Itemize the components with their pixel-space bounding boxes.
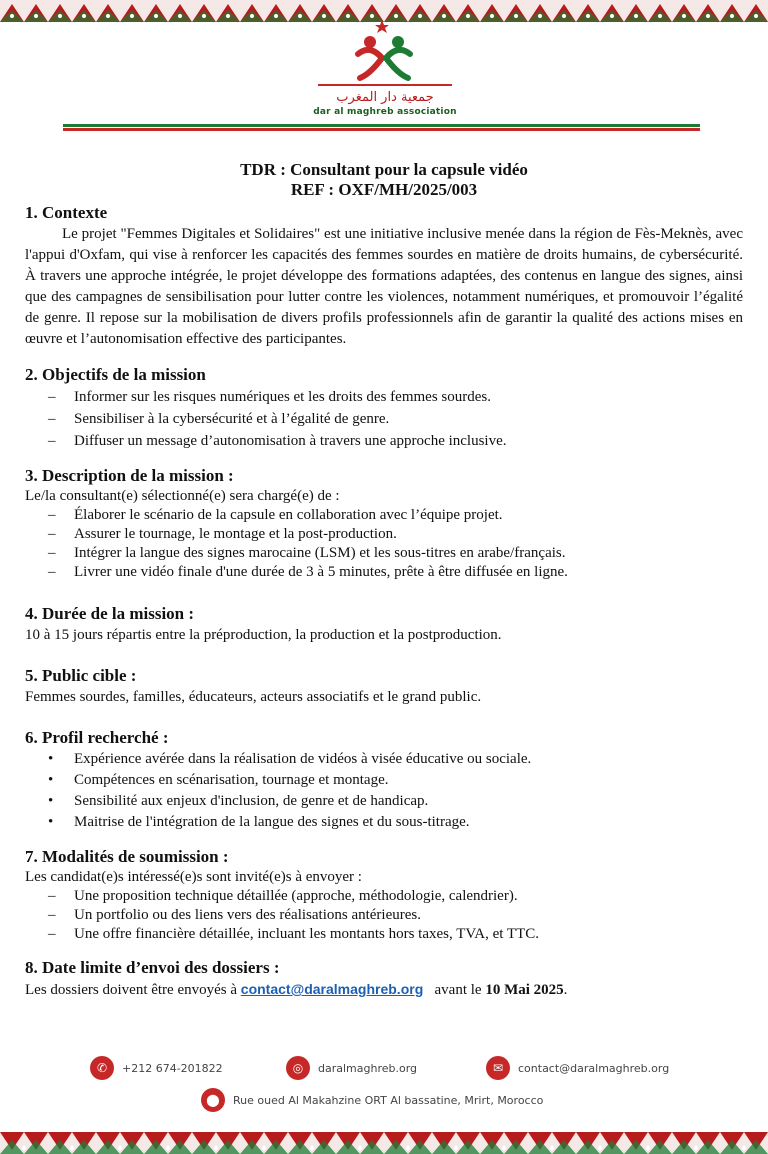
list-item: – Élaborer le scénario de la capsule en collaboration avec l’équipe projet. [48,507,503,523]
mail-icon: ✉ [486,1056,510,1080]
footer-email-text: contact@daralmaghreb.org [518,1061,670,1075]
duree-text: 10 à 15 jours répartis entre la préproduction, la production et la postproduction. [25,627,502,643]
list-item: • Sensibilité aux enjeux d'inclusion, de genre et de handicap. [48,793,429,809]
logo-english-text: dar al maghreb association [313,107,457,117]
list-item: • Compétences en scénarisation, tournage et montage. [48,772,389,788]
contact-email-link[interactable]: contact@daralmaghreb.org [240,981,424,997]
header-rule-red [63,128,700,131]
logo-figures-icon [310,18,460,90]
location-icon: ⬤ [201,1088,225,1112]
section-heading-contexte: 1. Contexte [25,203,108,222]
modalites-intro: Les candidat(e)s intéressé(e)s sont invité(e)s à envoyer : [25,869,362,885]
date-limite-text: Les dossiers doivent être envoyés à contact@daralmaghreb.org avant le 10 Mai 2025. [25,981,568,998]
header-rule-green [63,124,700,127]
list-item: • Expérience avérée dans la réalisation de vidéos à visée éducative ou sociale. [48,751,532,767]
description-list [25,506,743,582]
document-body [25,160,743,1001]
phone-number: +212 674-201822 [122,1061,223,1075]
modalites-list [25,887,743,944]
bottom-decorative-band [0,1132,768,1154]
deadline-date: 10 Mai 2025 [485,982,564,998]
list-item: – Intégrer la langue des signes marocaine (LSM) et les sous-titres en arabe/français. [48,545,566,561]
contexte-text: Le projet "Femmes Digitales et Solidaires" est une initiative inclusive menée dans la région de Fès-Meknès, avec l'appui d'Oxfam, qui vise à renforcer les capacités des femmes sourdes en matière de droits humains, de cybersécurité. À travers une approche intégrée, le projet développe des formations adaptées, des contenus en langue des signes, ainsi que des campagnes de sensibilisation pour lutter contre les violences, notamment numériques, et promouvoir l’égalité de genre. Il repose sur la mobilisation de divers profils professionnels afin de garantir la qualité des actions mises en œuvre et l’autonomisation effective des participantes. [25,226,743,347]
section-heading-public: 5. Public cible : [25,666,137,685]
list-item: – Une proposition technique détaillée (approche, méthodologie, calendrier). [48,888,518,904]
list-item: – Sensibiliser à la cybersécurité et à l’égalité de genre. [48,411,390,427]
association-logo [310,18,460,118]
list-item: – Un portfolio ou des liens vers des réalisations antérieures. [48,907,421,923]
description-intro: Le/la consultant(e) sélectionné(e) sera chargé(e) de : [25,488,340,504]
list-item: – Une offre financière détaillée, incluant les montants hors taxes, TVA, et TTC. [48,926,540,942]
list-item: • Maitrise de l'intégration de la langue des signes et du sous-titrage. [48,814,470,830]
section-heading-profil: 6. Profil recherché : [25,728,169,747]
footer-website [286,1056,417,1080]
section-heading-date-limite: 8. Date limite d’envoi des dossiers : [25,958,280,977]
footer-phone [90,1056,223,1080]
list-item: – Diffuser un message d’autonomisation à travers une approche inclusive. [48,433,507,449]
footer-address [201,1088,543,1112]
profil-list [25,749,743,833]
globe-icon: ◎ [286,1056,310,1080]
document-title: TDR : Consultant pour la capsule vidéo [240,160,528,179]
website-text: daralmaghreb.org [318,1061,418,1075]
section-heading-modalites: 7. Modalités de soumission : [25,847,229,866]
list-item: – Livrer une vidéo finale d'une durée de 3 à 5 minutes, prête à être diffusée en ligne. [48,564,568,580]
document-reference: REF : OXF/MH/2025/003 [290,180,478,199]
public-text: Femmes sourdes, familles, éducateurs, acteurs associatifs et le grand public. [25,689,482,705]
objectifs-list [25,386,743,452]
list-item: – Assurer le tournage, le montage et la post-production. [48,526,397,542]
section-heading-description: 3. Description de la mission : [25,466,234,485]
logo-arabic-text: جمعية دار المغرب [336,90,434,105]
section-heading-objectifs: 2. Objectifs de la mission [25,365,206,384]
list-item: – Informer sur les risques numériques et les droits des femmes sourdes. [48,389,491,405]
phone-icon: ✆ [90,1056,114,1080]
footer-contact [0,1052,768,1122]
address-text: Rue oued Al Makahzine ORT Al bassatine, Mrirt, Morocco [233,1093,544,1107]
section-heading-duree: 4. Durée de la mission : [25,604,195,623]
footer-email [486,1056,669,1080]
